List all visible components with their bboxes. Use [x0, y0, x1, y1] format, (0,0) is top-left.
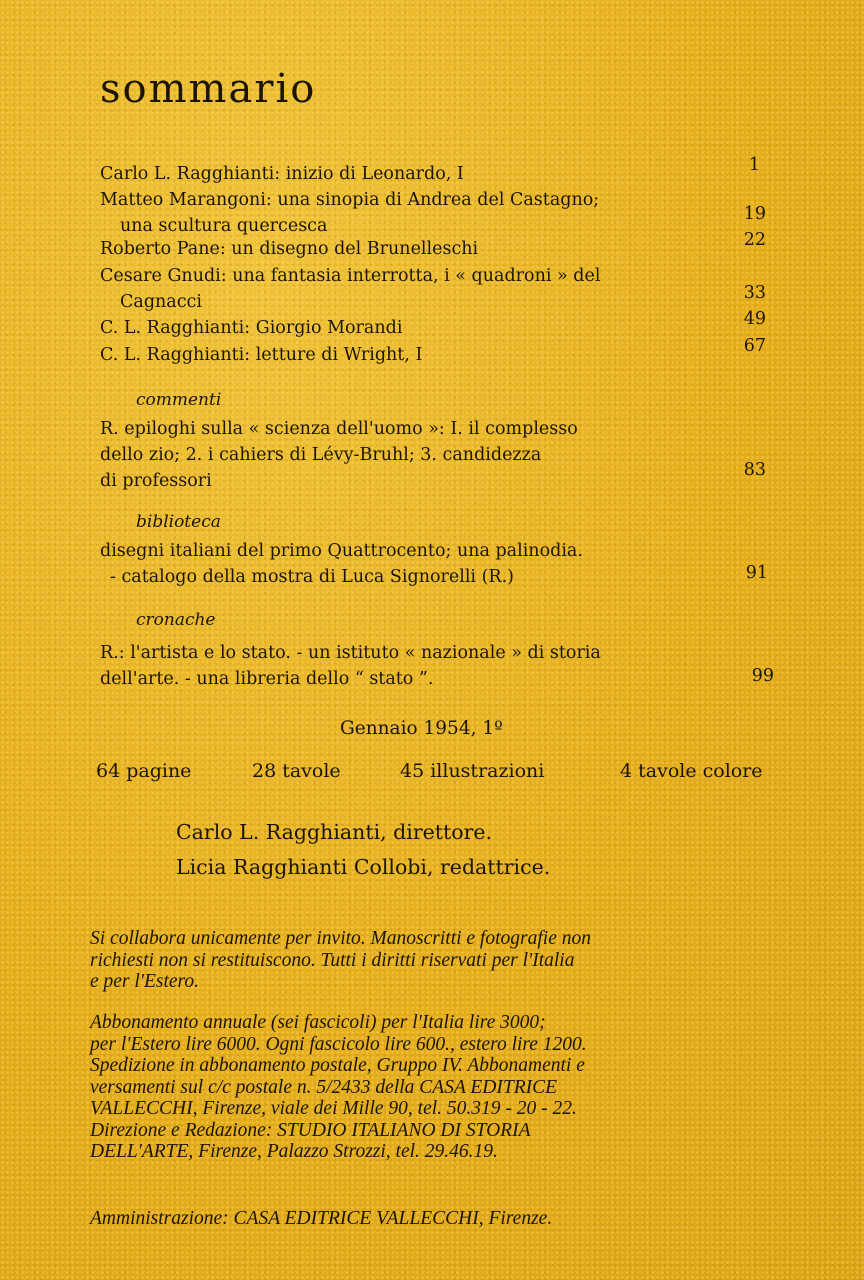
toc-entry [100, 187, 740, 239]
issue-date: Gennaio 1954, 1º [340, 718, 503, 739]
page-number: 91 [745, 563, 768, 583]
section-entry [100, 640, 740, 692]
section-entry-text [100, 416, 720, 494]
section-entry-line: disegni italiani del primo Quattrocento; una palinodia. [100, 541, 583, 561]
page-number: 22 [743, 230, 766, 250]
toc-entry [100, 263, 740, 315]
toc-entry-text [100, 161, 720, 187]
toc-entry-line: Matteo Marangoni: una sinopia di Andrea del Castagno; [100, 190, 600, 210]
toc-entry [100, 315, 740, 341]
staff-editor: Licia Ragghianti Collobi, redattrice. [176, 855, 551, 879]
subscription-notice [90, 1012, 802, 1163]
section-entry-line: dello zio; 2. i cahiers di Lévy-Bruhl; 3. candidezza [100, 445, 542, 465]
page-title: sommario [100, 66, 317, 112]
section-entry-line: dell'arte. - una libreria dello “ stato ”. [100, 669, 434, 689]
notice-line: Spedizione in abbonamento postale, Gruppo IV. Abbonamenti e [90, 1055, 585, 1076]
toc-entry-text [100, 315, 720, 341]
notice-line: versamenti sul c/c postale n. 5/2433 della CASA EDITRICE [90, 1076, 558, 1098]
section-heading-biblioteca: biblioteca [136, 512, 221, 532]
page-number: 1 [748, 155, 760, 175]
section-entry-text [100, 538, 720, 590]
toc-entry-line: C. L. Ragghianti: letture di Wright, I [100, 345, 423, 365]
section-heading-commenti: commenti [136, 390, 222, 410]
section-entry-text [100, 640, 720, 692]
page-number: 67 [743, 336, 766, 356]
toc-entry [100, 236, 740, 262]
section-entry-line: di professori [100, 471, 212, 491]
toc-entry [100, 161, 740, 187]
notice-line: Direzione e Redazione: STUDIO ITALIANO DI STORIA [90, 1119, 531, 1141]
toc-entry-text [100, 342, 720, 368]
stat-plates: 28 tavole [252, 760, 341, 782]
page-number: 33 [743, 283, 766, 303]
page-number: 19 [743, 204, 766, 224]
notice-line: per l'Estero lire 6000. Ogni fascicolo lire 600., estero lire 1200. [90, 1033, 587, 1055]
toc-entry-line: Roberto Pane: un disegno del Brunelleschi [100, 239, 479, 259]
notice-line: Abbonamento annuale (sei fascicoli) per l'Italia lire 3000; [90, 1012, 546, 1033]
section-heading-cronache: cronache [136, 610, 216, 630]
toc-entry-line: Cesare Gnudi: una fantasia interrotta, i « quadroni » del [100, 266, 601, 286]
section-entry [100, 538, 740, 590]
notice-line: e per l'Estero. [90, 971, 200, 992]
administration-notice [90, 1208, 802, 1230]
section-entry [100, 416, 740, 494]
toc-entry [100, 342, 740, 368]
stat-pages: 64 pagine [96, 760, 192, 782]
stat-illustrations: 45 illustrazioni [400, 760, 545, 782]
page-number: 83 [743, 460, 766, 480]
page-number: 99 [751, 666, 774, 686]
staff-director: Carlo L. Ragghianti, direttore. [176, 820, 493, 844]
notice-line: richiesti non si restituiscono. Tutti i diritti riservati per l'Italia [90, 949, 575, 971]
toc-entry-line: Carlo L. Ragghianti: inizio di Leonardo, I [100, 164, 464, 184]
notice-line: VALLECCHI, Firenze, viale dei Mille 90, tel. 50.319 - 20 - 22. [90, 1098, 577, 1119]
toc-entry-text [100, 187, 720, 239]
stat-color-plates: 4 tavole colore [620, 760, 763, 782]
section-entry-line: R.: l'artista e lo stato. - un istituto « nazionale » di storia [100, 643, 601, 663]
notice-line: Si collabora unicamente per invito. Manoscritti e fotografie non [90, 928, 591, 949]
notice-line: DELL'ARTE, Firenze, Palazzo Strozzi, tel. 29.46.19. [90, 1141, 498, 1162]
page-number: 49 [743, 309, 766, 329]
section-entry-line: R. epiloghi sulla « scienza dell'uomo »: I. il complesso [100, 419, 578, 439]
toc-entry-line: Cagnacci [120, 292, 202, 312]
toc-entry-line: una scultura quercesca [120, 216, 328, 236]
rights-notice [90, 928, 802, 993]
notice-line: Amministrazione: CASA EDITRICE VALLECCHI, Firenze. [90, 1208, 553, 1229]
section-entry-line: - catalogo della mostra di Luca Signorelli (R.) [110, 567, 514, 587]
toc-entry-line: C. L. Ragghianti: Giorgio Morandi [100, 318, 403, 338]
toc-entry-text [100, 263, 720, 315]
toc-entry-text [100, 236, 720, 262]
